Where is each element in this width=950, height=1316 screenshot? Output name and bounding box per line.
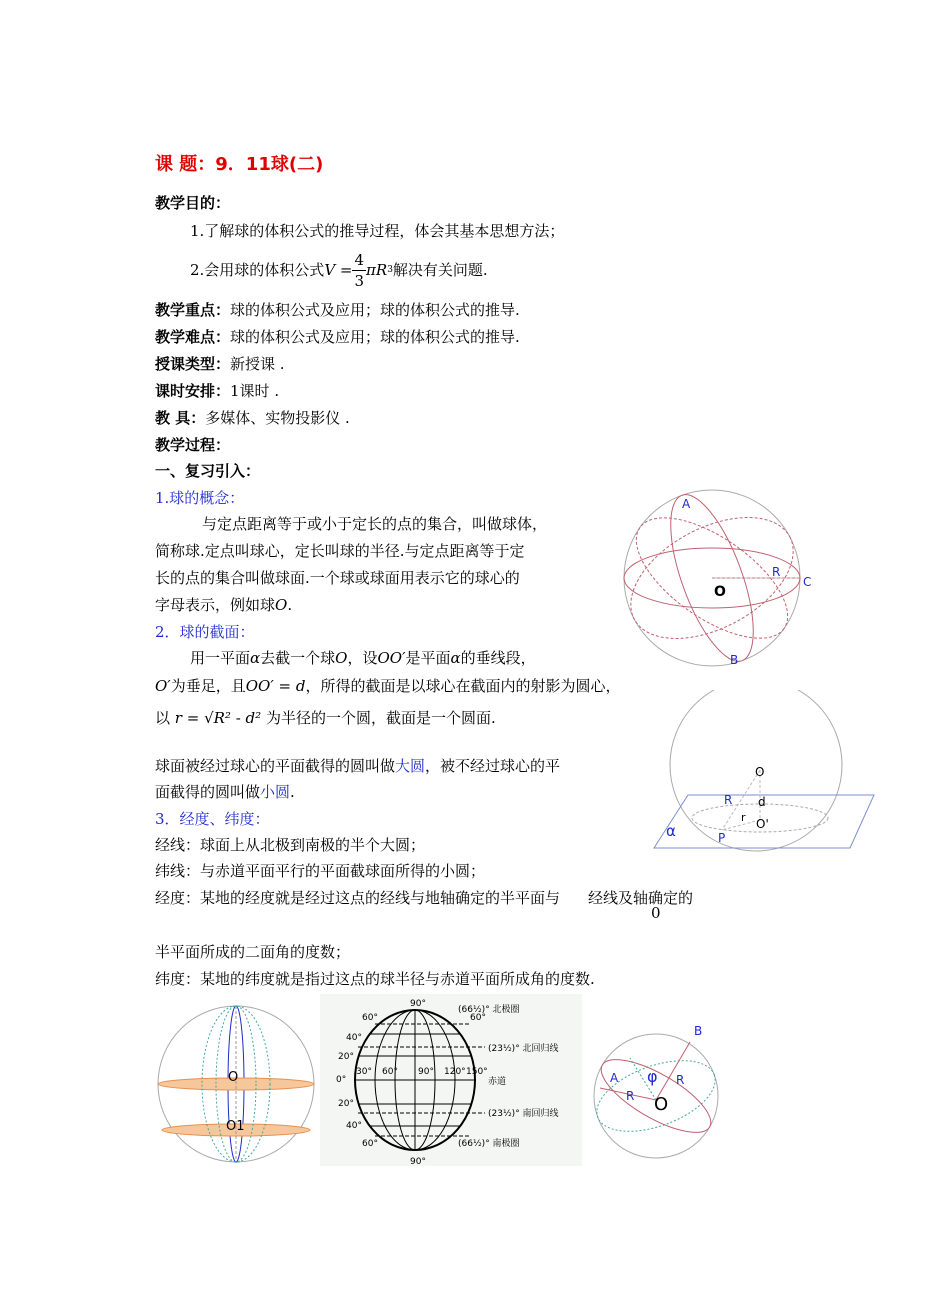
radius-r-label: R: [724, 793, 733, 807]
objectives-heading: 教学目的：: [155, 194, 231, 212]
section-line-3c: 为半径的一个圆，截面是一个圆面.: [265, 709, 496, 727]
hours-label: 课时安排：: [155, 382, 231, 400]
label-lon-90: 90°: [418, 1067, 434, 1077]
concept-line-3: 长的点的集合叫做球面.一个球或球面用表示它的球心的: [155, 569, 520, 587]
label-40s: 40°: [346, 1121, 362, 1131]
difficulty-label: 教学难点：: [155, 328, 231, 346]
concept-line-4: [155, 595, 292, 615]
section-line-1d: 是平面: [405, 649, 451, 667]
oo-prime-symbol: OO′: [377, 649, 406, 667]
circle-line-2: [155, 782, 295, 802]
angle-phi-label: φ: [647, 1067, 658, 1086]
center-o1-label: O1: [226, 1119, 245, 1134]
globe-grid-figure: [320, 994, 582, 1166]
center-o-label: O: [714, 584, 726, 600]
fraction-numerator: 4: [354, 250, 365, 269]
point-b-label: B: [694, 1024, 703, 1038]
latitude-definition: 纬度：某地的纬度就是指过这点的球半径与赤道平面所成角的度数.: [155, 970, 595, 988]
section-line-1c: ，设: [347, 649, 378, 667]
key-text: 球的体积公式及应用；球的体积公式的推导.: [230, 301, 520, 319]
lesson-type: [155, 354, 285, 374]
objective-2: [190, 248, 488, 292]
sphere-angle-figure: [590, 1020, 725, 1162]
section-review: 一、复习引入：: [155, 462, 261, 480]
center-o-label: O: [755, 765, 765, 779]
section-line-1a: 用一平面: [190, 649, 251, 667]
small-r-label: r: [741, 811, 746, 824]
key-label: 教学重点：: [155, 301, 231, 319]
difficulty: [155, 327, 520, 347]
label-0: 0°: [336, 1075, 347, 1085]
center-o-label: O: [654, 1094, 669, 1115]
exponent: 3: [387, 265, 393, 275]
radius-r1-label: R: [676, 1073, 685, 1087]
objective-2-suffix: 解决有关问题.: [392, 261, 488, 279]
label-top-90: 90°: [410, 999, 426, 1009]
great-circle-term: 大圆: [395, 757, 426, 775]
label-bottom-90: 90°: [410, 1157, 426, 1166]
label-lon-30: 30°: [356, 1067, 372, 1077]
label-antarctic-circle: (66½)° 南极圈: [458, 1139, 520, 1149]
circle-line-1a: 球面被经过球心的平面截得的圆叫做: [155, 757, 396, 775]
teaching-tools: [155, 408, 350, 428]
radius-formula: r = √R² - d²: [174, 709, 262, 727]
label-20n: 20°: [338, 1052, 354, 1062]
label-lon-60: 60°: [382, 1067, 398, 1077]
parallel-definition: 纬线：与赤道平面平行的平面截球面所得的小圆；: [155, 862, 486, 880]
objective-1: 1.了解球的体积公式的推导过程，体会其基本思想方法；: [190, 222, 565, 240]
lesson-hours: [155, 381, 279, 401]
concept-line-2: 简称球.定点叫球心，定长叫球的半径.与定点距离等于定: [155, 542, 525, 560]
section-line-3: [155, 708, 496, 728]
type-text: 新授课 .: [230, 355, 285, 373]
label-40n: 40°: [346, 1033, 362, 1043]
section-line-2: [155, 676, 620, 696]
prime-meridian-zero: 0: [651, 904, 661, 922]
label-lon-150: 150°: [466, 1067, 488, 1077]
type-label: 授课类型：: [155, 355, 231, 373]
foot-o-prime-label: O': [756, 817, 769, 831]
concept-line-4-end: .: [287, 596, 293, 614]
concept-line-1: 与定点距离等于或小于定长的点的集合，叫做球体，: [202, 515, 548, 533]
circle-line-1: [155, 756, 560, 776]
page-title: 课 题：9．11球(二): [155, 154, 324, 175]
alpha-symbol-2: α: [450, 649, 461, 667]
section-line-3a: 以: [155, 709, 171, 727]
sphere-latitude-figure: [156, 1002, 318, 1166]
sphere-great-circles-figure: [620, 488, 815, 668]
key-point: [155, 300, 520, 320]
subsection-cross-section: 2．球的截面：: [155, 623, 255, 641]
distance-formula: OO′ = d: [245, 677, 306, 695]
volume-fraction: [352, 250, 366, 291]
objective-2-prefix: 2.会用球的体积公式: [190, 261, 325, 279]
point-a-label: A: [610, 1071, 619, 1085]
hours-text: 1课时 .: [230, 382, 280, 400]
process-heading: 教学过程：: [155, 436, 231, 454]
label-60-right: 60°: [470, 1013, 486, 1023]
o-prime-symbol: O′: [155, 677, 171, 695]
label-tropic-capricorn: (23½)° 南回归线: [488, 1109, 559, 1119]
radius-r2-label: R: [626, 1089, 635, 1103]
label-60s: 60°: [362, 1139, 378, 1149]
sphere-section-figure: [652, 690, 877, 855]
subsection-sphere-concept: 1.球的概念：: [155, 489, 245, 507]
center-o-label: O: [228, 1070, 239, 1085]
plane-alpha-label: α: [666, 822, 676, 840]
circle-line-2a: 面截得的圆叫做: [155, 783, 261, 801]
fraction-denominator: 3: [354, 271, 365, 290]
label-60n: 60°: [362, 1013, 378, 1023]
pi-r: πR: [366, 261, 388, 279]
section-line-1e: 的垂线段，: [460, 649, 536, 667]
section-line-2b: 为垂足，且: [170, 677, 246, 695]
alpha-symbol: α: [250, 649, 261, 667]
point-p-label: P: [718, 831, 726, 845]
volume-symbol: V =: [324, 261, 353, 279]
subsection-longitude-latitude: 3．经度、纬度：: [155, 810, 270, 828]
longitude-line-1: [155, 888, 693, 908]
point-b-label: B: [730, 653, 739, 667]
section-line-1: [190, 648, 536, 668]
meridian-definition: 经线：球面上从北极到南极的半个大圆；: [155, 836, 426, 854]
distance-d-label: d: [758, 795, 766, 809]
label-tropic-cancer: (23½)° 北回归线: [488, 1044, 559, 1054]
section-line-2d: ，所得的截面是以球心在截面内的射影为圆心，: [305, 677, 621, 695]
label-20s: 20°: [338, 1099, 354, 1109]
section-line-1b: 去截一个球: [260, 649, 336, 667]
circle-line-1b: ，被不经过球心的平: [425, 757, 561, 775]
sphere-o-symbol: O: [335, 649, 348, 667]
circle-line-2b: .: [290, 783, 295, 801]
label-equator: 赤道: [488, 1077, 507, 1087]
tools-label: 教 具：: [155, 409, 206, 427]
longitude-text-b: 经线及轴确定的: [588, 889, 694, 907]
label-arctic-circle: (66½)° 北极圈: [458, 1005, 520, 1015]
longitude-line-2: 半平面所成的二面角的度数；: [155, 943, 351, 961]
difficulty-text: 球的体积公式及应用；球的体积公式的推导.: [230, 328, 520, 346]
tools-text: 多媒体、实物投影仪 .: [205, 409, 350, 427]
radius-r-label: R: [772, 565, 781, 579]
concept-line-4-text: 字母表示，例如球: [155, 596, 276, 614]
point-a-label: A: [682, 497, 691, 511]
longitude-text-a: 经度：某地的经度就是经过这点的经线与地轴确定的半平面与: [155, 889, 561, 907]
small-circle-term: 小圆: [260, 783, 291, 801]
label-lon-120: 120°: [444, 1067, 466, 1077]
point-c-label: C: [803, 575, 812, 589]
sphere-symbol: O: [275, 596, 288, 614]
